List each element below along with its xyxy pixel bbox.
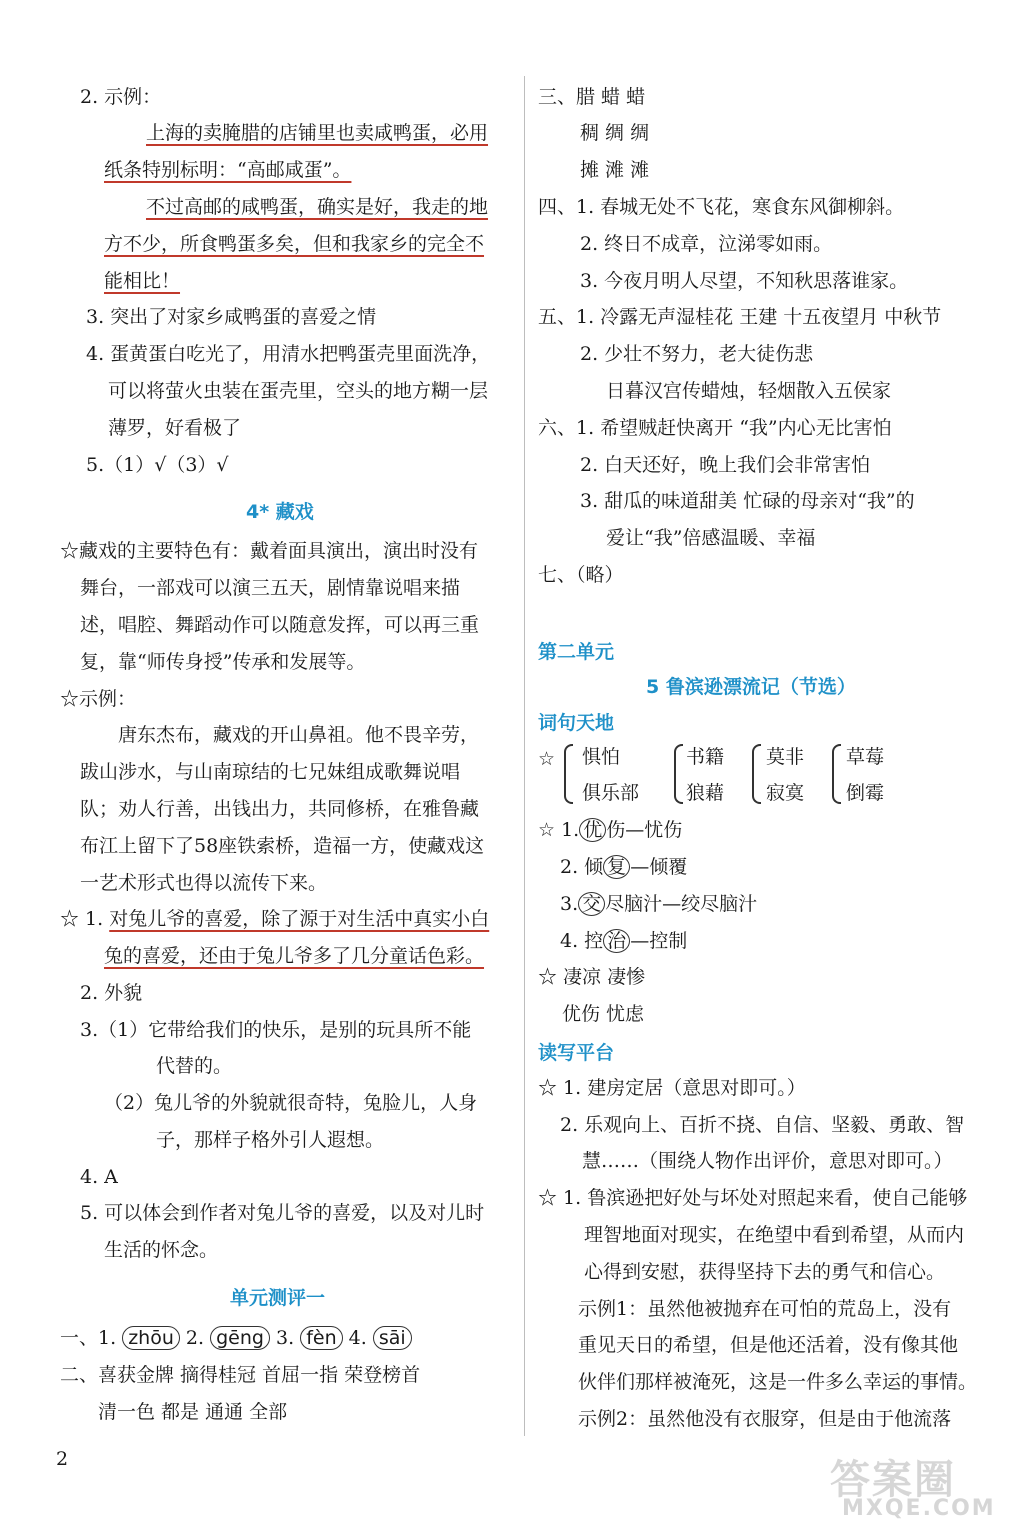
- circled-char: 交: [578, 892, 605, 916]
- text-line: 3. 甜瓜的味道甜美 忙碌的母亲对“我”的: [580, 490, 915, 512]
- text-line: 优伤 忧虑: [562, 1003, 645, 1025]
- text-line: 摊 滩 滩: [580, 159, 650, 181]
- text-line: 伙伴们那样被淹死，这是一件多么幸运的事情。: [578, 1371, 978, 1393]
- text-line: 2. 白天还好，晚上我们会非常害怕: [580, 454, 871, 476]
- item-number: 4. 控: [560, 930, 604, 952]
- text-line: 唐东杰布，藏戏的开山鼻祖。他不畏辛劳，: [118, 724, 480, 746]
- correction-line: [560, 928, 687, 954]
- correction-line: [560, 891, 757, 917]
- item-number: ☆ 1.: [60, 908, 110, 930]
- watermark-logo: [830, 1448, 1000, 1528]
- text-line: 理智地面对现实，在绝望中看到希望，从而内: [584, 1224, 965, 1246]
- text-line: 三、腊 蜡 蜡: [538, 86, 646, 108]
- text-line: 3.（1）它带给我们的快乐，是别的玩具所不能: [80, 1019, 472, 1041]
- pinyin-answer: zhōu: [122, 1326, 180, 1350]
- text-line: 稠 绸 绸: [580, 122, 650, 144]
- text-line: 七、（略）: [538, 564, 624, 586]
- underlined-text: 纸条特别标明：“高邮咸蛋”。: [104, 159, 352, 181]
- item-number: ☆ 1.: [538, 819, 580, 841]
- page-number: 2: [56, 1448, 69, 1470]
- underlined-text: 能相比！: [104, 270, 181, 292]
- text-line: ☆示例：: [60, 688, 137, 710]
- text-line: ☆ 1. 建房定居（意思对即可。）: [538, 1077, 806, 1099]
- text-line: 2. 乐观向上、百折不挠、自信、坚毅、勇敢、智: [560, 1114, 965, 1136]
- correction-text: —倾覆: [630, 856, 688, 878]
- text-line: 生活的怀念。: [104, 1239, 219, 1261]
- text-line: 队；劝人行善，出钱出力，共同修桥，在雅鲁藏: [80, 798, 480, 820]
- brace: [832, 744, 841, 804]
- correction-text: 伤—忧伤: [606, 819, 683, 841]
- text-line: 示例1：虽然他被抛弃在可怕的荒岛上，没有: [578, 1298, 952, 1320]
- lesson-heading: 5 鲁滨逊漂流记（节选）: [646, 676, 856, 698]
- star-mark: ☆: [538, 748, 556, 770]
- word: 狼藉: [686, 782, 725, 804]
- word: 莫非: [766, 746, 805, 768]
- word: 倒霉: [846, 782, 885, 804]
- text-line: 3. 突出了对家乡咸鸭蛋的喜爱之情: [86, 306, 377, 328]
- brace: [674, 744, 683, 804]
- text-line: 重见天日的希望，但是他还活着，没有像其他: [578, 1334, 959, 1356]
- unit-heading: 第二单元: [538, 641, 615, 663]
- word: 惧怕: [582, 746, 621, 768]
- text-line: 代替的。: [156, 1055, 233, 1077]
- item-number: 3.: [276, 1327, 295, 1349]
- lesson-heading: 4* 藏戏: [246, 501, 314, 523]
- text-line: ☆藏戏的主要特色有：戴着面具演出，演出时没有: [60, 540, 479, 562]
- text-line: 复，靠“师传身授”传承和发展等。: [80, 651, 366, 673]
- pinyin-answer: fèn: [300, 1326, 342, 1350]
- text-line: 可以将萤火虫装在蛋壳里，空头的地方糊一层: [108, 380, 489, 402]
- text-line: 跋山涉水，与山南琼结的七兄妹组成歌舞说唱: [80, 761, 461, 783]
- word: 书籍: [686, 746, 725, 768]
- column-divider: [524, 76, 525, 1436]
- text-line: 5. 可以体会到作者对兔儿爷的喜爱，以及对儿时: [80, 1202, 485, 1224]
- text-line: 述，唱腔、舞蹈动作可以随意发挥，可以再三重: [80, 614, 480, 636]
- section-heading: 词句天地: [538, 712, 615, 734]
- underlined-text: 方不少，所食鸭蛋多矣，但和我家乡的完全不: [104, 233, 485, 255]
- text-line: 布江上留下了58座铁索桥，造福一方，使藏戏这: [80, 835, 485, 857]
- item-number: 4.: [348, 1327, 367, 1349]
- text-line: 四、1. 春城无处不飞花，寒食东风御柳斜。: [538, 196, 905, 218]
- text-line: 2. 终日不成章，泣涕零如雨。: [580, 233, 833, 255]
- text-line: ☆ 凄凉 凄惨: [538, 966, 646, 988]
- section-heading: 读写平台: [538, 1042, 615, 1064]
- text-line: 5.（1）√（3）√: [86, 454, 229, 476]
- correction-line: [538, 817, 682, 843]
- text-line: 清一色 都是 通通 全部: [98, 1401, 288, 1423]
- underlined-text: 对兔儿爷的喜爱，除了源于对生活中真实小白: [109, 908, 490, 930]
- unit-test-heading: 单元测评一: [230, 1287, 326, 1309]
- circled-char: 复: [603, 855, 630, 879]
- text-line: 子，那样子格外引人遐想。: [156, 1129, 385, 1151]
- underlined-text: 上海的卖腌腊的店铺里也卖咸鸭蛋，必用: [146, 122, 489, 144]
- correction-text: —控制: [630, 930, 688, 952]
- brace: [752, 744, 761, 804]
- word: 俱乐部: [582, 782, 640, 804]
- pinyin-answer: gēng: [210, 1326, 270, 1350]
- text-line: ☆ 1. 鲁滨逊把好处与坏处对照起来看，使自己能够: [538, 1187, 968, 1209]
- correction-line: [560, 854, 687, 880]
- text-line: 2. 外貌: [80, 982, 143, 1004]
- pinyin-answer: sāi: [373, 1326, 412, 1350]
- circled-char: 治: [603, 929, 630, 953]
- underlined-text: 兔的喜爱，还由于兔儿爷多了几分童话色彩。: [104, 945, 485, 967]
- word: 寂寞: [766, 782, 805, 804]
- text-line: 2. 示例：: [80, 86, 162, 108]
- text-line: 慧……（围绕人物作出评价，意思对即可。）: [582, 1150, 953, 1172]
- text-line: 日暮汉宫传蜡烛，轻烟散入五侯家: [606, 380, 892, 402]
- text-line: 4. A: [80, 1166, 118, 1188]
- text-line: 3. 今夜月明人尽望，不知秋思落谁家。: [580, 270, 909, 292]
- text-line: 薄罗，好看极了: [108, 417, 242, 439]
- text-line: 心得到安慰，获得坚持下去的勇气和信心。: [584, 1261, 946, 1283]
- text-line: 爱让“我”倍感温暖、幸福: [606, 527, 816, 549]
- circled-char: 优: [579, 818, 606, 842]
- brace: [564, 744, 573, 804]
- correction-text: 尽脑汁—绞尽脑汁: [605, 893, 758, 915]
- text-line: 五、1. 冷露无声湿桂花 王建 十五夜望月 中秋节: [538, 306, 942, 328]
- watermark-url: MXQE.COM: [842, 1496, 996, 1521]
- text-line: 六、1. 希望贼赶快离开 “我”内心无比害怕: [538, 417, 892, 439]
- item-number: 2.: [185, 1327, 205, 1349]
- text-line: 一艺术形式也得以流传下来。: [80, 872, 328, 894]
- pinyin-line: [60, 1325, 412, 1351]
- text-line: （2）兔儿爷的外貌就很奇特，兔脸儿，人身: [104, 1092, 478, 1114]
- text-line: 舞台，一部戏可以演三五天，剧情靠说唱来描: [80, 577, 461, 599]
- underlined-text: 不过高邮的咸鸭蛋，确实是好，我走的地: [146, 196, 489, 218]
- text-line: 4. 蛋黄蛋白吃光了，用清水把鸭蛋壳里面洗净，: [86, 343, 491, 365]
- item-number: 一、1.: [60, 1327, 117, 1349]
- text-line: 二、喜获金牌 摘得桂冠 首屈一指 荣登榜首: [60, 1364, 421, 1386]
- word: 草莓: [846, 746, 885, 768]
- item-number: 3.: [560, 893, 579, 915]
- text-line: [60, 906, 489, 932]
- watermark-text: 答案圈: [830, 1457, 956, 1503]
- text-line: 2. 少壮不努力，老大徒伤悲: [580, 343, 814, 365]
- item-number: 2. 倾: [560, 856, 604, 878]
- text-line: 示例2：虽然他没有衣服穿，但是由于他流落: [578, 1408, 952, 1430]
